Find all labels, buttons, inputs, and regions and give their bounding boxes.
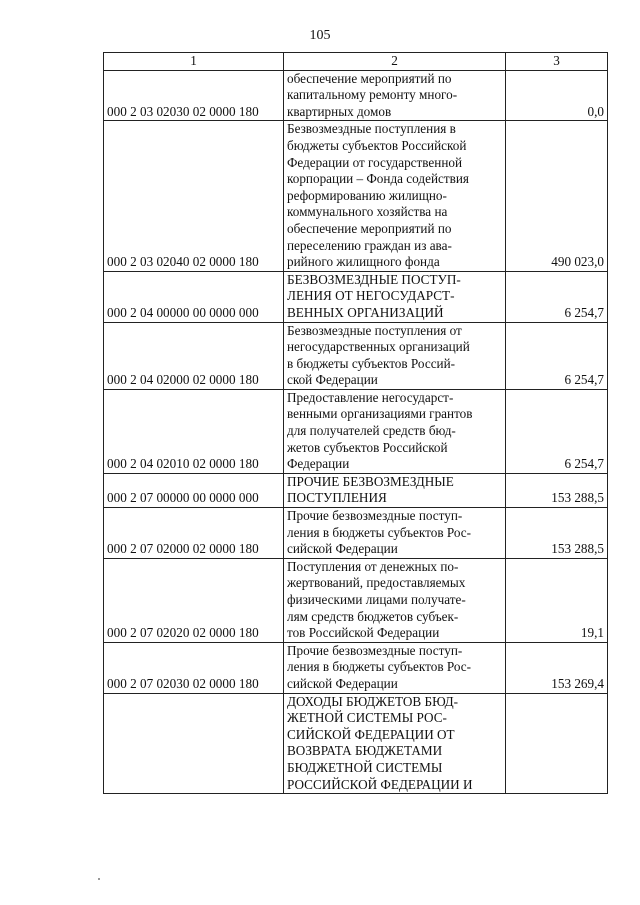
budget-code-cell: 000 2 07 02000 02 0000 180: [104, 508, 284, 559]
amount-cell: 0,0: [506, 70, 608, 121]
description-line: Прочие безвозмездные поступ-: [287, 642, 463, 658]
description-line: жертвований, предоставляемых: [287, 575, 466, 591]
description-line: капитальному ремонту много-: [287, 87, 458, 103]
table-row: [104, 121, 608, 271]
table-body: [104, 70, 608, 794]
description-line: реформированию жилищно-: [287, 187, 447, 203]
description-line: ЛЕНИЯ ОТ НЕГОСУДАРСТ-: [287, 288, 455, 304]
amount-cell: 19,1: [506, 558, 608, 642]
description-line: ской Федерации: [287, 372, 378, 388]
description-line: ВЕННЫХ ОРГАНИЗАЦИЙ: [287, 304, 444, 320]
description-line: СИЙСКОЙ ФЕДЕРАЦИИ ОТ: [287, 726, 455, 742]
amount-cell: 153 288,5: [506, 473, 608, 507]
description-line: физическими лицами получате-: [287, 592, 466, 607]
budget-code-cell: [104, 693, 284, 794]
description-line: жетов субъектов Российской: [287, 439, 448, 455]
budget-code-cell: 000 2 07 02030 02 0000 180: [104, 642, 284, 693]
description-line: ЖЕТНОЙ СИСТЕМЫ РОС-: [287, 710, 447, 726]
description-line: обеспечение мероприятий по: [287, 70, 452, 86]
description-line: обеспечение мероприятий по: [287, 220, 452, 236]
table-row: [104, 473, 608, 507]
column-header-amount: 3: [506, 53, 608, 71]
description-line: Безвозмездные поступления в: [287, 121, 456, 137]
description-line: коммунального хозяйства на: [287, 204, 448, 220]
description-cell: [284, 642, 506, 693]
budget-code-cell: 000 2 04 02010 02 0000 180: [104, 389, 284, 473]
amount-cell: 490 023,0: [506, 121, 608, 271]
table-header-row: [104, 53, 608, 71]
description-line: Поступления от денежных по-: [287, 558, 459, 574]
description-line: лям средств бюджетов субъек-: [287, 608, 459, 624]
amount-cell: 153 269,4: [506, 642, 608, 693]
description-line: ПОСТУПЛЕНИЯ: [287, 490, 387, 506]
description-line: бюджеты субъектов Российской: [287, 137, 467, 153]
amount-cell: [506, 693, 608, 794]
description-line: БЮДЖЕТНОЙ СИСТЕМЫ: [287, 759, 443, 775]
description-cell: [284, 121, 506, 271]
description-line: РОССИЙСКОЙ ФЕДЕРАЦИИ И: [287, 776, 473, 792]
description-line: переселению граждан из ава-: [287, 237, 452, 253]
description-line: ВОЗВРАТА БЮДЖЕТАМИ: [287, 743, 443, 759]
table-row: [104, 558, 608, 642]
column-header-description: 2: [284, 53, 506, 71]
description-line: венными организациями грантов: [287, 406, 473, 422]
description-line: рийного жилищного фонда: [287, 254, 440, 270]
description-line: квартирных домов: [287, 103, 392, 119]
table-row: [104, 322, 608, 389]
description-line: ПРОЧИЕ БЕЗВОЗМЕЗДНЫЕ: [287, 473, 454, 489]
description-line: Предоставление негосударст-: [287, 389, 454, 405]
description-line: для получателей средств бюд-: [287, 423, 456, 439]
description-cell: [284, 322, 506, 389]
description-line: ления в бюджеты субъектов Рос-: [287, 659, 472, 675]
description-line: корпорации – Фонда содействия: [287, 171, 469, 187]
description-line: Безвозмездные поступления от: [287, 322, 462, 338]
table-row: [104, 642, 608, 693]
table-row: [104, 271, 608, 322]
description-cell: [284, 558, 506, 642]
description-line: негосударственных организаций: [287, 339, 470, 355]
budget-code-cell: 000 2 04 02000 02 0000 180: [104, 322, 284, 389]
description-line: сийской Федерации: [287, 675, 398, 691]
description-cell: [284, 473, 506, 507]
description-line: ления в бюджеты субъектов Рос-: [287, 524, 472, 540]
page-number: 105: [309, 28, 331, 43]
description-line: Федерации от государственной: [287, 154, 463, 170]
description-line: Федерации: [287, 456, 350, 472]
table-row: [104, 70, 608, 121]
table-row: [104, 693, 608, 794]
budget-revenue-table: [103, 52, 608, 794]
description-line: тов Российской Федерации: [287, 625, 440, 641]
scan-artifact: [98, 878, 100, 880]
budget-code-cell: 000 2 07 00000 00 0000 000: [104, 473, 284, 507]
description-line: ДОХОДЫ БЮДЖЕТОВ БЮД-: [287, 693, 459, 709]
budget-code-cell: 000 2 03 02030 02 0000 180: [104, 70, 284, 121]
description-cell: [284, 389, 506, 473]
amount-cell: 153 288,5: [506, 508, 608, 559]
description-line: Прочие безвозмездные поступ-: [287, 508, 463, 524]
description-line: БЕЗВОЗМЕЗДНЫЕ ПОСТУП-: [287, 271, 461, 287]
amount-cell: 6 254,7: [506, 271, 608, 322]
table-row: [104, 508, 608, 559]
budget-code-cell: 000 2 03 02040 02 0000 180: [104, 121, 284, 271]
budget-code-cell: 000 2 07 02020 02 0000 180: [104, 558, 284, 642]
column-header-code: 1: [104, 53, 284, 71]
description-cell: [284, 693, 506, 794]
description-cell: [284, 271, 506, 322]
description-cell: [284, 70, 506, 121]
description-line: в бюджеты субъектов Россий-: [287, 355, 456, 371]
description-line: сийской Федерации: [287, 541, 398, 557]
description-cell: [284, 508, 506, 559]
table-row: [104, 389, 608, 473]
amount-cell: 6 254,7: [506, 389, 608, 473]
amount-cell: 6 254,7: [506, 322, 608, 389]
budget-code-cell: 000 2 04 00000 00 0000 000: [104, 271, 284, 322]
